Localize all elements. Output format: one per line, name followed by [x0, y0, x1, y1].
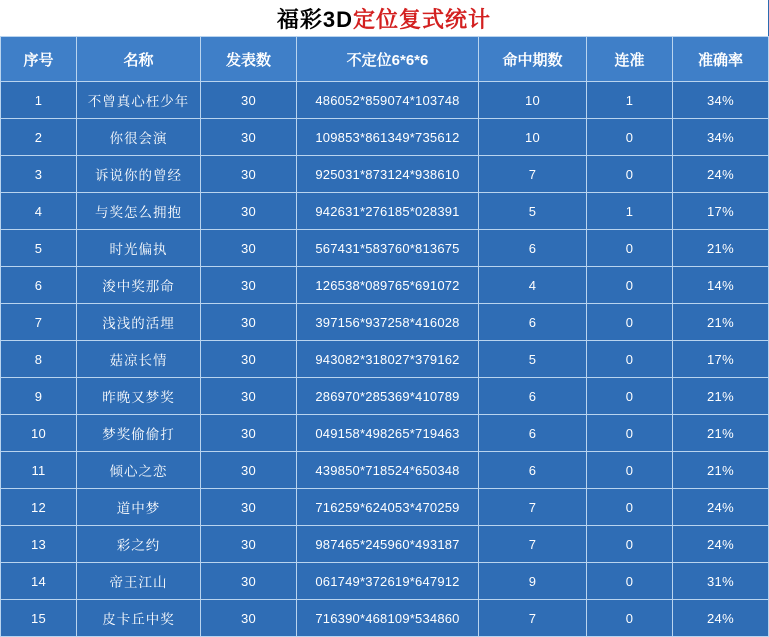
page-title [277, 3, 491, 34]
cell-hits: 10 [479, 119, 587, 156]
cell-streak: 0 [587, 304, 673, 341]
cell-combo: 061749*372619*647912 [297, 563, 479, 600]
cell-rate: 21% [673, 304, 769, 341]
cell-index: 15 [1, 600, 77, 637]
cell-streak: 0 [587, 341, 673, 378]
cell-rate: 24% [673, 526, 769, 563]
cell-name: 彩之约 [77, 526, 201, 563]
cell-rate: 24% [673, 489, 769, 526]
column-header-count: 发表数 [201, 37, 297, 82]
cell-index: 2 [1, 119, 77, 156]
cell-count: 30 [201, 452, 297, 489]
cell-index: 10 [1, 415, 77, 452]
page-title-prefix: 福彩3D [276, 6, 354, 32]
cell-combo: 716390*468109*534860 [297, 600, 479, 637]
cell-count: 30 [201, 489, 297, 526]
cell-hits: 9 [479, 563, 587, 600]
cell-count: 30 [201, 526, 297, 563]
cell-index: 13 [1, 526, 77, 563]
page-title-suffix: 定位复式统计 [353, 6, 492, 32]
cell-name: 不曾真心枉少年 [77, 82, 201, 119]
cell-combo: 987465*245960*493187 [297, 526, 479, 563]
cell-index: 6 [1, 267, 77, 304]
cell-count: 30 [201, 82, 297, 119]
cell-streak: 0 [587, 452, 673, 489]
cell-name: 帝王江山 [77, 563, 201, 600]
cell-name: 时光偏执 [77, 230, 201, 267]
cell-rate: 17% [673, 193, 769, 230]
column-header-index: 序号 [1, 37, 77, 82]
cell-streak: 0 [587, 156, 673, 193]
table-row [1, 82, 769, 119]
statistics-table-wrapper [0, 36, 768, 637]
statistics-table [0, 36, 769, 637]
cell-combo: 049158*498265*719463 [297, 415, 479, 452]
table-row [1, 378, 769, 415]
table-header [1, 37, 769, 82]
cell-hits: 7 [479, 489, 587, 526]
cell-combo: 109853*861349*735612 [297, 119, 479, 156]
cell-name: 诉说你的曾经 [77, 156, 201, 193]
cell-count: 30 [201, 267, 297, 304]
table-body [1, 82, 769, 637]
cell-hits: 7 [479, 526, 587, 563]
table-row [1, 489, 769, 526]
cell-index: 7 [1, 304, 77, 341]
cell-rate: 34% [673, 82, 769, 119]
cell-rate: 21% [673, 378, 769, 415]
cell-combo: 567431*583760*813675 [297, 230, 479, 267]
cell-streak: 0 [587, 489, 673, 526]
cell-rate: 24% [673, 600, 769, 637]
cell-name: 昨晚又梦奖 [77, 378, 201, 415]
cell-hits: 6 [479, 452, 587, 489]
cell-count: 30 [201, 415, 297, 452]
cell-name: 道中梦 [77, 489, 201, 526]
table-row [1, 341, 769, 378]
column-header-combo: 不定位6*6*6 [297, 37, 479, 82]
cell-name: 你很会演 [77, 119, 201, 156]
cell-name: 菇凉长情 [77, 341, 201, 378]
cell-combo: 439850*718524*650348 [297, 452, 479, 489]
cell-combo: 925031*873124*938610 [297, 156, 479, 193]
cell-streak: 0 [587, 378, 673, 415]
cell-streak: 0 [587, 415, 673, 452]
cell-hits: 6 [479, 304, 587, 341]
cell-index: 1 [1, 82, 77, 119]
cell-combo: 126538*089765*691072 [297, 267, 479, 304]
cell-count: 30 [201, 563, 297, 600]
cell-streak: 1 [587, 193, 673, 230]
cell-index: 3 [1, 156, 77, 193]
cell-count: 30 [201, 378, 297, 415]
cell-streak: 0 [587, 267, 673, 304]
cell-hits: 7 [479, 600, 587, 637]
column-header-streak: 连准 [587, 37, 673, 82]
cell-index: 4 [1, 193, 77, 230]
column-header-hits: 命中期数 [479, 37, 587, 82]
cell-count: 30 [201, 156, 297, 193]
table-header-row [1, 37, 769, 82]
cell-hits: 5 [479, 193, 587, 230]
cell-streak: 0 [587, 230, 673, 267]
table-row [1, 193, 769, 230]
cell-rate: 31% [673, 563, 769, 600]
cell-count: 30 [201, 600, 297, 637]
cell-rate: 34% [673, 119, 769, 156]
cell-hits: 5 [479, 341, 587, 378]
cell-rate: 21% [673, 415, 769, 452]
cell-index: 12 [1, 489, 77, 526]
cell-streak: 0 [587, 119, 673, 156]
table-row [1, 452, 769, 489]
cell-index: 11 [1, 452, 77, 489]
table-row [1, 230, 769, 267]
cell-streak: 0 [587, 563, 673, 600]
cell-count: 30 [201, 304, 297, 341]
cell-streak: 1 [587, 82, 673, 119]
cell-combo: 486052*859074*103748 [297, 82, 479, 119]
page-title-bar [0, 0, 768, 36]
cell-hits: 6 [479, 378, 587, 415]
cell-name: 浅浅的活埋 [77, 304, 201, 341]
cell-combo: 716259*624053*470259 [297, 489, 479, 526]
cell-streak: 0 [587, 600, 673, 637]
table-row [1, 526, 769, 563]
cell-rate: 24% [673, 156, 769, 193]
cell-index: 5 [1, 230, 77, 267]
table-row [1, 119, 769, 156]
cell-hits: 10 [479, 82, 587, 119]
cell-combo: 943082*318027*379162 [297, 341, 479, 378]
cell-rate: 21% [673, 230, 769, 267]
cell-count: 30 [201, 230, 297, 267]
cell-index: 8 [1, 341, 77, 378]
cell-combo: 286970*285369*410789 [297, 378, 479, 415]
cell-hits: 4 [479, 267, 587, 304]
column-header-rate: 准确率 [673, 37, 769, 82]
cell-count: 30 [201, 193, 297, 230]
cell-name: 倾心之恋 [77, 452, 201, 489]
cell-name: 与奖怎么拥抱 [77, 193, 201, 230]
table-row [1, 267, 769, 304]
table-row [1, 156, 769, 193]
cell-name: 浚中奖那命 [77, 267, 201, 304]
column-header-name: 名称 [77, 37, 201, 82]
table-row [1, 415, 769, 452]
cell-count: 30 [201, 119, 297, 156]
cell-count: 30 [201, 341, 297, 378]
cell-hits: 6 [479, 230, 587, 267]
cell-name: 皮卡丘中奖 [77, 600, 201, 637]
cell-rate: 21% [673, 452, 769, 489]
table-row [1, 304, 769, 341]
cell-name: 梦奖偷偷打 [77, 415, 201, 452]
cell-hits: 6 [479, 415, 587, 452]
cell-streak: 0 [587, 526, 673, 563]
cell-combo: 942631*276185*028391 [297, 193, 479, 230]
cell-index: 9 [1, 378, 77, 415]
cell-hits: 7 [479, 156, 587, 193]
cell-rate: 17% [673, 341, 769, 378]
table-row [1, 600, 769, 637]
cell-combo: 397156*937258*416028 [297, 304, 479, 341]
cell-index: 14 [1, 563, 77, 600]
table-row [1, 563, 769, 600]
cell-rate: 14% [673, 267, 769, 304]
